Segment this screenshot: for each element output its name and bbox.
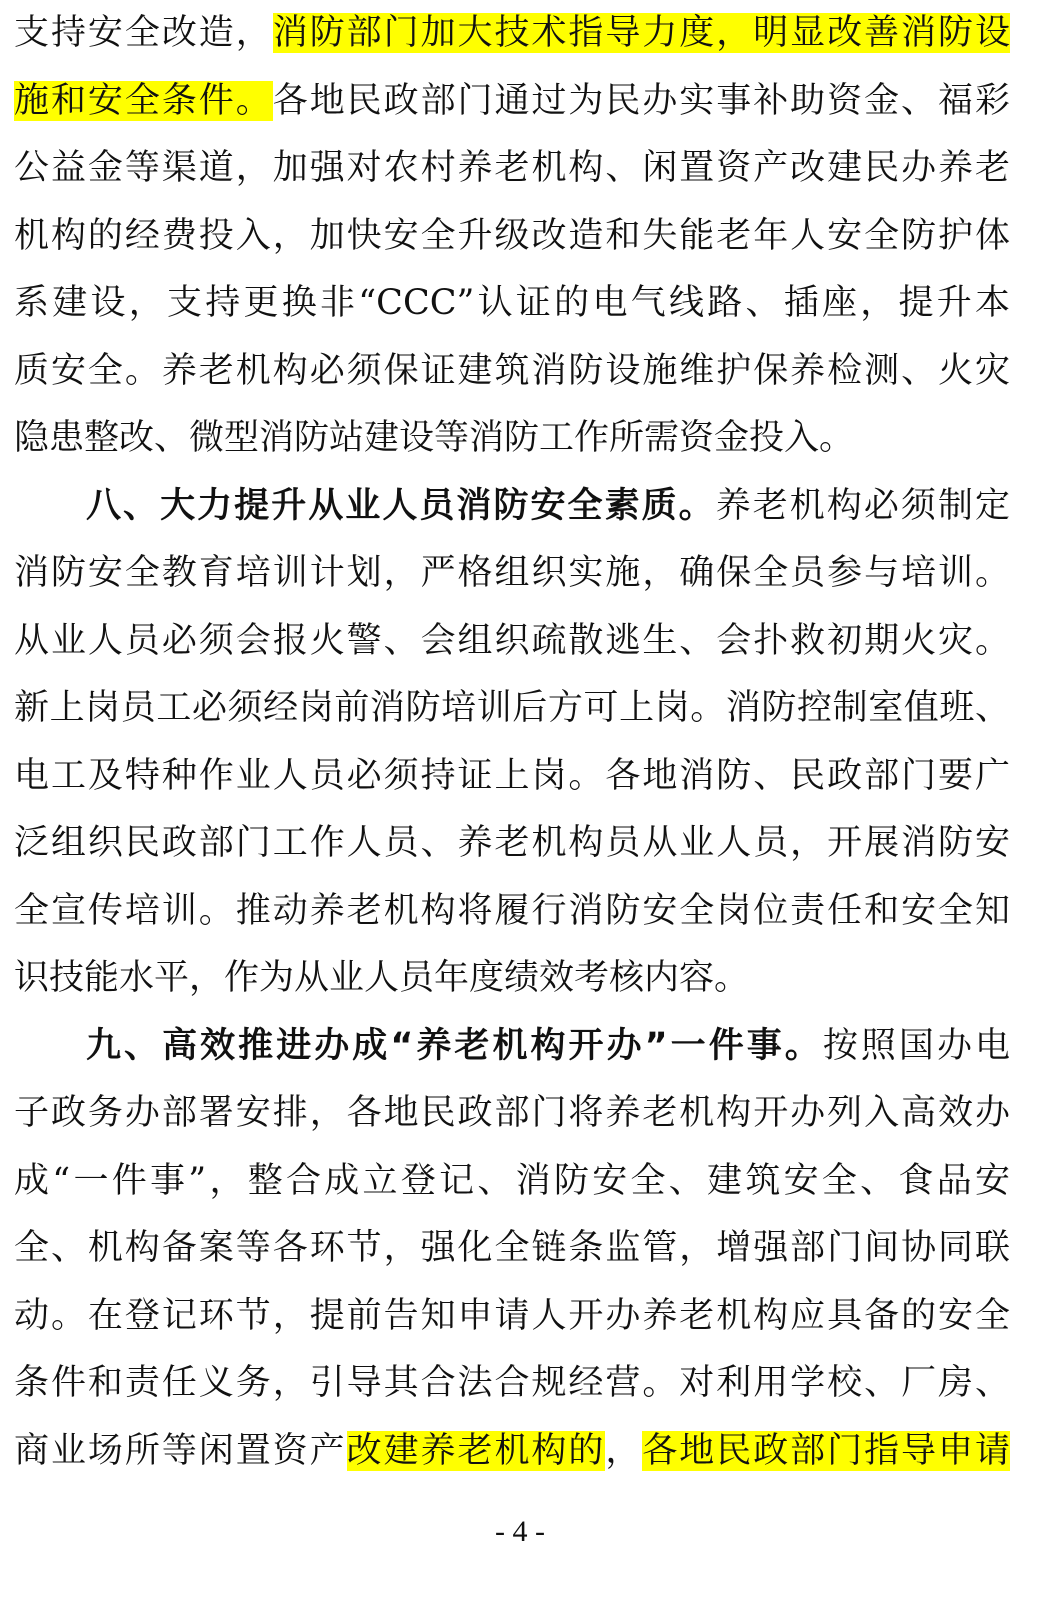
text-line	[14, 135, 1010, 203]
text-segment: 新上岗员工必须经岗前消防培训后方可上岗。消防控制室值班、	[14, 688, 1010, 728]
text-segment: 全、机构备案等各环节，强化全链条监管，增强部门间协同联	[14, 1228, 1010, 1268]
text-segment: 按照国办电	[822, 1025, 1010, 1066]
text-line	[14, 810, 1010, 878]
text-line	[14, 945, 1010, 1013]
text-segment: 消防安全教育培训计划，严格组织实施，确保全员参与培训。	[14, 553, 1010, 593]
highlighted-text: 改建养老机构的	[346, 1430, 606, 1471]
text-line	[14, 338, 1010, 406]
text-segment: 条件和责任义务，引导其合法合规经营。对利用学校、厂房、	[14, 1363, 1010, 1403]
text-segment: 养老机构必须制定	[715, 485, 1010, 526]
highlighted-text: 消防部门加大技术指导力度，明显改善消防设	[272, 13, 1010, 53]
text-line	[14, 608, 1010, 676]
text-segment: 隐患整改、微型消防站建设等消防工作所需资金投入。	[14, 418, 855, 458]
text-segment: 泛组织民政部门工作人员、养老机构员从业人员，开展消防安	[14, 823, 1010, 863]
text-line	[14, 1148, 1010, 1216]
text-segment: 各地民政部门通过为民办实事补助资金、福彩	[272, 80, 1010, 121]
text-line	[14, 68, 1010, 136]
text-segment: 成“一件事”，整合成立登记、消防安全、建筑安全、食品安	[14, 1160, 1010, 1201]
text-line	[14, 1215, 1010, 1283]
text-segment: 机构的经费投入，加快安全升级改造和失能老年人安全防护体	[14, 215, 1010, 256]
text-line	[14, 473, 1010, 541]
text-line	[14, 675, 1010, 743]
body-text	[14, 0, 1010, 1485]
text-segment: 从业人员必须会报火警、会组织疏散逃生、会扑救初期火灾。	[14, 620, 1010, 661]
text-line	[14, 0, 1010, 68]
text-segment: 识技能水平，作为从业人员年度绩效考核内容。	[14, 958, 750, 998]
text-segment: 支持安全改造，	[14, 13, 273, 53]
text-line	[14, 1350, 1010, 1418]
text-line	[14, 540, 1010, 608]
text-line	[14, 405, 1010, 473]
text-segment: 质安全。养老机构必须保证建筑消防设施维护保养检测、火灾	[14, 350, 1010, 391]
text-line	[14, 1283, 1010, 1351]
section-heading: 九、高效推进办成“养老机构开办”一件事。	[86, 1025, 823, 1066]
highlighted-text: 施和安全条件。	[14, 80, 273, 121]
text-segment: 全宣传培训。推动养老机构将履行消防安全岗位责任和安全知	[14, 890, 1010, 931]
page-number: - 4 -	[495, 1515, 545, 1548]
text-line	[14, 743, 1010, 811]
text-segment: 商业场所等闲置资产	[14, 1430, 347, 1471]
text-segment: 电工及特种作业人员必须持证上岗。各地消防、民政部门要广	[14, 755, 1010, 796]
text-line	[14, 203, 1010, 271]
text-line	[14, 1080, 1010, 1148]
text-segment: ，	[605, 1430, 643, 1471]
text-line	[14, 270, 1010, 338]
highlighted-text: 各地民政部门指导申请	[642, 1430, 1010, 1471]
text-segment: 系建设，支持更换非“CCC”认证的电气线路、插座，提升本	[14, 283, 1010, 323]
text-segment: 子政务办部署安排，各地民政部门将养老机构开办列入高效办	[14, 1093, 1010, 1133]
text-segment: 动。在登记环节，提前告知申请人开办养老机构应具备的安全	[14, 1295, 1010, 1336]
text-segment: 公益金等渠道，加强对农村养老机构、闲置资产改建民办养老	[14, 148, 1010, 188]
text-line	[14, 878, 1010, 946]
text-line	[14, 1013, 1010, 1081]
section-heading: 八、大力提升从业人员消防安全素质。	[86, 485, 716, 526]
text-line	[14, 1418, 1010, 1486]
